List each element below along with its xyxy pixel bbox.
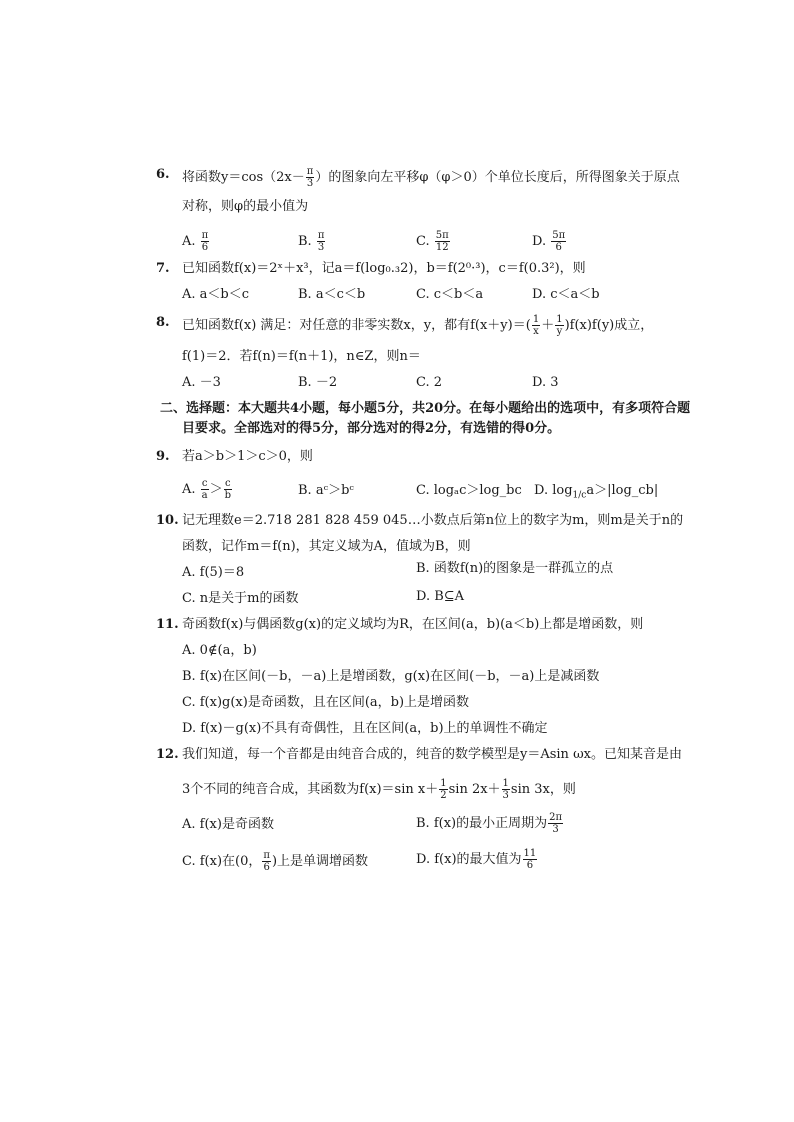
q6-text-c: ）的图象向左平移φ（φ＞0）个单位长度后，所得图象关于原点 [315,170,680,185]
q10-option-b: B. 函数f(n)的图象是一群孤立的点 [416,561,614,576]
q6-option-d: D. $\frac{5\pi}{6}$ [532,230,566,253]
question-6-line1 [182,166,680,189]
q6-text-a: 将函数 [182,170,222,185]
q6-text-b: y＝cos（2x－ [221,170,305,185]
q9-option-b: B. aᶜ＞bᶜ [298,483,354,498]
q9-option-c: C. logₐc＞log_bc [416,483,522,498]
section-2-heading-line2: 目要求。全部选对的得5分，部分选对的得2分，有选错的得0分。 [182,421,561,436]
q6-option-c: C. $\frac{5\pi}{12}$ [416,230,449,253]
q6-option-a: A. $\frac{\pi}{6}$ [182,230,209,253]
q11-option-b: B. f(x)在区间(－b，－a)上是增函数，g(x)在区间(－b，－a)上是减函数 [182,669,600,684]
q9-option-d: D. $\log_{1/c}a>|\log\_cb|$ [534,483,659,501]
question-11-text: 奇函数f(x)与偶函数g(x)的定义域均为R，在区间(a，b)(a＜b)上都是增函数，则 [182,617,644,632]
q12-option-b: B. f(x)的最小正周期为 $\frac{2\pi}{3}$ [416,812,563,835]
q8-option-c: C. 2 [416,375,443,390]
question-6-line2: 对称，则φ的最小值为 [182,199,309,214]
question-10-number: 10. [156,513,179,528]
q9-option-a: A. $\frac{c}{a}$ ＞ $\frac{c}{b}$ [182,478,232,501]
q10-option-c: C. n是关于m的函数 [182,591,299,606]
q7-option-a: A. a＜b＜c [182,287,250,302]
q8-option-b: B. －2 [298,375,338,390]
question-12-number: 12. [156,747,179,762]
q8-option-d: D. 3 [532,375,559,390]
q11-option-a: A. 0∉(a，b) [182,643,257,658]
q7-option-c: C. c＜b＜a [416,287,484,302]
question-7-text: 已知函数f(x)＝2ˣ＋x³，记a＝f(log₀.₃2)，b＝f(2⁰·³)，c＝f(0.3²)，则 [182,261,586,276]
question-10-line2: 函数，记作m＝f(n)，其定义域为A，值域为B，则 [182,539,471,554]
question-8-line2: f(1)＝2．若f(n)＝f(n＋1)，n∈Z，则n＝ [182,349,421,364]
question-7-number: 7. [156,261,170,276]
question-12-line1: 我们知道，每一个音都是由纯音合成的，纯音的数学模型是y＝Asin ωx。已知某音是由 [182,747,682,762]
q12-option-d: D. f(x)的最大值为 $\frac{11}{6}$ [416,848,537,871]
question-8-line1: 已知函数f(x) 满足：对任意的非零实数x，y，都有f(x＋y)＝( $\frac{1}{x}$ ＋ $\frac{1}{y}$ )f(x)f(y)成立， [182,314,654,337]
q6-option-b: B. $\frac{\pi}{3}$ [298,230,325,253]
question-9-text: 若a＞b＞1＞c＞0，则 [182,449,313,464]
section-2-heading-line1: 二、选择题：本大题共4小题，每小题5分，共20分。在每小题给出的选项中，有多项符合题 [160,401,691,416]
q12-option-a: A. f(x)是奇函数 [182,817,274,832]
q11-option-c: C. f(x)g(x)是奇函数，且在区间(a，b)上是增函数 [182,695,470,710]
question-6-number: 6. [156,167,170,182]
question-12-line2: 3个不同的纯音合成，其函数为f(x)＝sin x＋ $\frac{1}{2}$ sin 2x＋ $\frac{1}{3}$ sin 3x，则 [182,778,576,801]
q8-option-a: A. －3 [182,375,221,390]
q7-option-b: B. a＜c＜b [298,287,366,302]
q11-option-d: D. f(x)－g(x)不具有奇偶性，且在区间(a，b)上的单调性不确定 [182,721,548,736]
q10-option-a: A. f(5)＝8 [182,565,245,580]
question-11-number: 11. [156,617,179,632]
question-8-number: 8. [156,315,170,330]
q6-pi-over-3: $\frac{\pi}{3}$ [306,166,314,189]
q10-option-d: D. B⊆A [416,589,465,604]
question-10-line1: 记无理数e＝2.718 281 828 459 045…小数点后第n位上的数字为m，则m是关于n的 [182,513,684,528]
question-9-number: 9. [156,449,170,464]
q7-option-d: D. c＜a＜b [532,287,600,302]
q12-option-c: C. f(x)在(0， $\frac{\pi}{6}$ )上是单调增函数 [182,850,369,873]
